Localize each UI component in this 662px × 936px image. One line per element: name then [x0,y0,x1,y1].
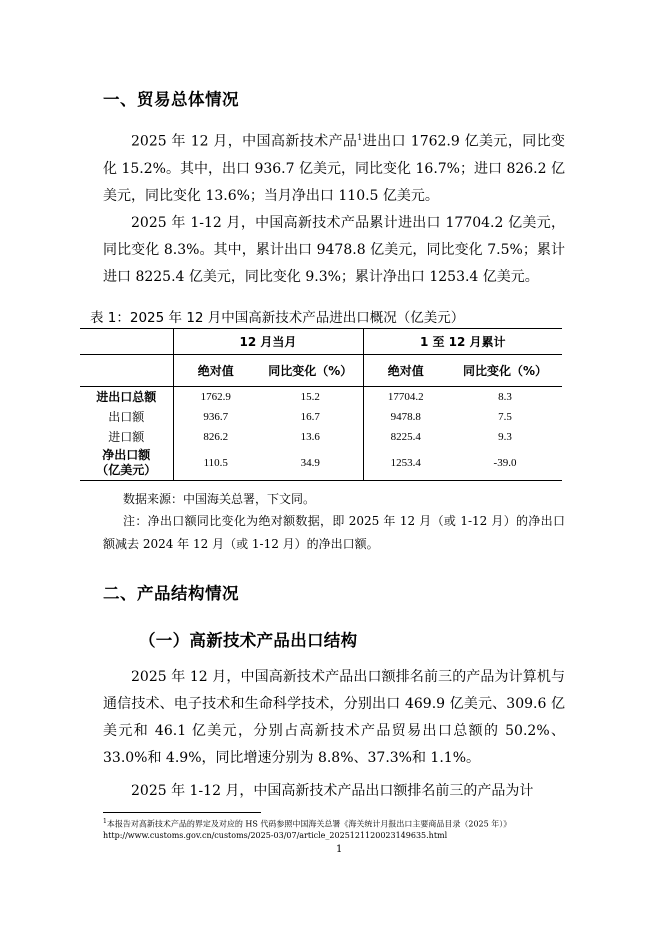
table-source: 数据来源：中国海关总署，下文同。 [123,492,316,506]
group-header-ytd: 1 至 12 月累计 [363,329,562,355]
paragraph-text-suffix: 进出口 1762.9 亿美元，同比变化 15.2%。其中，出口 936.7 亿美元，同比变化 16.7%；进口 826.2 亿美元，同比变化 13.6%；当月净出口 110.5 亿美元。 [103,133,565,204]
paragraph-export-structure-month [103,664,565,772]
cell-month-yoy: 16.7 [300,410,320,423]
cell-month-yoy: 13.6 [300,430,320,443]
page-number: 1 [336,844,343,855]
table-row [80,407,562,427]
column-header-month-yoy: 同比变化（%） [258,355,363,387]
paragraph-export-structure-ytd [103,778,565,805]
cell-ytd-yoy: -39.0 [448,447,562,481]
paragraph-ytd-summary [103,210,565,291]
cell-ytd-abs: 8225.4 [363,427,448,447]
column-header-ytd-yoy: 同比变化（%） [448,355,562,387]
row-label-line1: 净出口额 [102,448,151,463]
cell-ytd-abs: 1253.4 [363,447,448,481]
section-heading-product-structure: 二、产品结构情况 [103,584,239,603]
footnote-reference[interactable]: 1 [357,133,363,142]
table-row [80,427,562,447]
cell-month-yoy: 34.9 [258,447,363,481]
cell-month-abs: 936.7 [173,407,258,427]
cell-ytd-yoy: 9.3 [498,430,512,443]
paragraph-text: 2025 年 1-12 月，中国高新技术产品累计进出口 17704.2 亿美元，同比变化 8.3%。其中，累计出口 9478.8 亿美元，同比变化 7.5%；累计进口 8225.4 亿美元，同比变化 9.3%；累计净出口 1253.4 亿美元。 [103,215,565,285]
paragraph-monthly-summary [103,124,565,210]
table-corner-cell [80,355,173,387]
row-label: 进口额 [108,430,145,444]
cell-month-yoy: 15.2 [300,390,320,403]
row-label: 进出口总额 [96,390,157,405]
row-label: 出口额 [108,410,145,424]
table-caption: 表 1：2025 年 12 月中国高新技术产品进出口概况（亿美元） [90,310,465,326]
paragraph-text-prefix: 2025 年 12 月，中国高新技术产品 [131,133,358,150]
group-header-month: 12 月当月 [173,329,363,355]
cell-ytd-yoy: 7.5 [498,410,512,423]
cell-ytd-abs: 17704.2 [363,387,448,407]
footnote-text: 本报告对高新技术产品的界定及对应的 HS 代码参照中国海关总署《海关统计月报出口主要商品目录（2025 年）》 [106,819,512,829]
paragraph-text: 2025 年 1-12 月，中国高新技术产品出口额排名前三的产品为计 [131,783,534,799]
footnote-number: 1 [103,818,107,825]
table-corner-cell [80,329,173,355]
cell-month-abs: 110.5 [173,447,258,481]
cell-ytd-yoy: 8.3 [498,390,512,403]
column-header-month-abs: 绝对值 [173,355,258,387]
paragraph-text: 2025 年 12 月，中国高新技术产品出口额排名前三的产品为计算机与通信技术、电子技术和生命科学技术，分别出口 469.9 亿美元、309.6 亿美元和 46.1 亿美元，分别占高新技术产品贸易出口总额的 50.2%、33.0%和 4.9%，同比增速分别为 8.8%、37.3%和 1.1%。 [103,669,565,766]
section-heading-trade-overview: 一、贸易总体情况 [103,90,239,109]
footnote-separator [103,812,261,813]
cell-month-abs: 826.2 [173,427,258,447]
table-row [80,447,562,481]
table-note: 注：净出口额同比变化为绝对额数据，即 2025 年 12 月（或 1-12 月）的净出口额减去 2024 年 12 月（或 1-12 月）的净出口额。 [103,514,565,551]
cell-ytd-abs: 9478.8 [363,407,448,427]
table-row [80,387,562,407]
subsection-heading-export-structure: （一）高新技术产品出口结构 [139,631,358,650]
footnote-url[interactable]: http://www.customs.gov.cn/customs/2025-03/07/article_2025121120023149635.html [103,830,448,840]
footnote [103,816,573,841]
cell-month-abs: 1762.9 [173,387,258,407]
row-label [80,447,173,481]
column-header-ytd-abs: 绝对值 [363,355,448,387]
row-label-line2: （亿美元） [96,463,157,478]
trade-overview-table [80,328,562,481]
